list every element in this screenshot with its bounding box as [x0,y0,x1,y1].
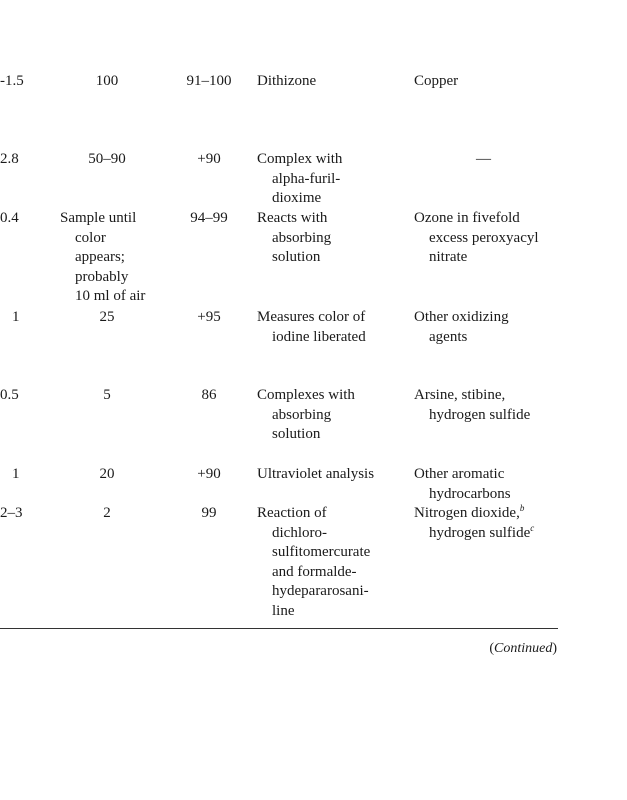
cell-line: solution [272,426,321,443]
cell-line: — [476,151,491,167]
cell-line: nitrate [429,249,468,266]
cell-line: appears; [75,249,125,266]
cell-col2 [52,209,162,307]
cell-line: 50–90 [88,151,126,167]
cell-col4 [257,150,407,209]
cell-text: Nitrogen dioxide, [414,505,520,521]
cell-line: 20 [99,466,115,482]
cell-line: 10 ml of air [75,288,146,305]
cell-line: Copper [414,73,459,89]
cell-line: Ozone in fivefold [414,210,520,226]
cell-col5 [414,72,627,92]
cell-col4 [257,209,407,268]
cell-line: excess peroxyacyl [429,229,539,246]
cell-col1: 2–3 [0,505,23,521]
cell-line: hydepararosani- [272,583,369,600]
cell-line: Reacts with [257,210,328,226]
cell-col5 [414,308,627,347]
cell-col4 [257,72,407,92]
cell-line: agents [429,328,468,345]
cell-line: line [272,602,295,619]
cell-col1: 0.5 [0,387,19,403]
cell-line [414,524,627,544]
footnote-marker: c [530,522,535,533]
cell-col3: +90 [197,151,221,167]
footnote-marker: b [519,503,525,513]
cell-col1: -1.5 [0,73,24,89]
cell-line: Ultraviolet analysis [257,466,375,482]
cell-line: dioxime [272,190,322,207]
cell-col5 [414,209,627,268]
cell-col1: 2.8 [0,151,19,167]
continued-text: Continued [493,641,553,656]
cell-col5 [414,504,627,543]
cell-line: 2 [103,505,111,521]
cell-line: Sample until [60,210,137,226]
continued-note: (Continued) [489,641,557,656]
cell-line: absorbing [272,406,332,423]
cell-col1: 0.4 [0,210,19,226]
cell-col2 [52,386,162,406]
cell-line: Measures color of [257,309,366,325]
cell-line: absorbing [272,229,332,246]
cell-col2 [52,465,162,485]
cell-line: color [75,229,106,246]
cell-col3: 91–100 [186,73,232,89]
cell-col1: 1 [12,309,20,325]
cell-col2 [52,504,162,524]
cell-col1: 1 [12,466,20,482]
cell-line: hydrocarbons [429,485,511,502]
cell-line: 5 [103,387,111,403]
cell-col3: +95 [197,309,221,325]
cell-col4 [257,308,407,347]
cell-col4 [257,504,407,622]
cell-col3: 99 [201,505,217,521]
table-bottom-rule [0,628,558,629]
cell-col2 [52,72,162,92]
cell-col4 [257,386,407,445]
cell-line: dichloro- [272,524,327,541]
cell-col3: 94–99 [190,210,228,226]
cell-line: Other oxidizing [414,309,509,325]
cell-col5 [414,386,627,425]
cell-line [414,504,627,524]
cell-line: iodine liberated [272,328,366,345]
cell-col4 [257,465,407,485]
cell-col3: 86 [201,387,217,403]
cell-line: Arsine, stibine, [414,387,506,403]
cell-line: Other aromatic [414,466,505,482]
cell-line: hydrogen sulfide [429,406,531,423]
cell-line: probably [75,268,129,285]
cell-line: Complexes with [257,387,355,403]
cell-line: Reaction of [257,505,327,521]
cell-line: 25 [99,309,115,325]
cell-line: 100 [95,73,119,89]
cell-line: Complex with [257,151,343,167]
cell-line: solution [272,249,321,266]
cell-col5 [414,465,627,504]
cell-col2 [52,150,162,170]
cell-col5 [414,150,627,170]
cell-col2 [52,308,162,328]
cell-text: hydrogen sulfide [429,524,531,541]
cell-line: and formalde- [272,563,357,580]
cell-col3: +90 [197,466,221,482]
cell-line: alpha-furil- [272,170,341,187]
cell-line: sulfitomercurate [272,544,371,561]
cell-line: Dithizone [257,73,317,89]
